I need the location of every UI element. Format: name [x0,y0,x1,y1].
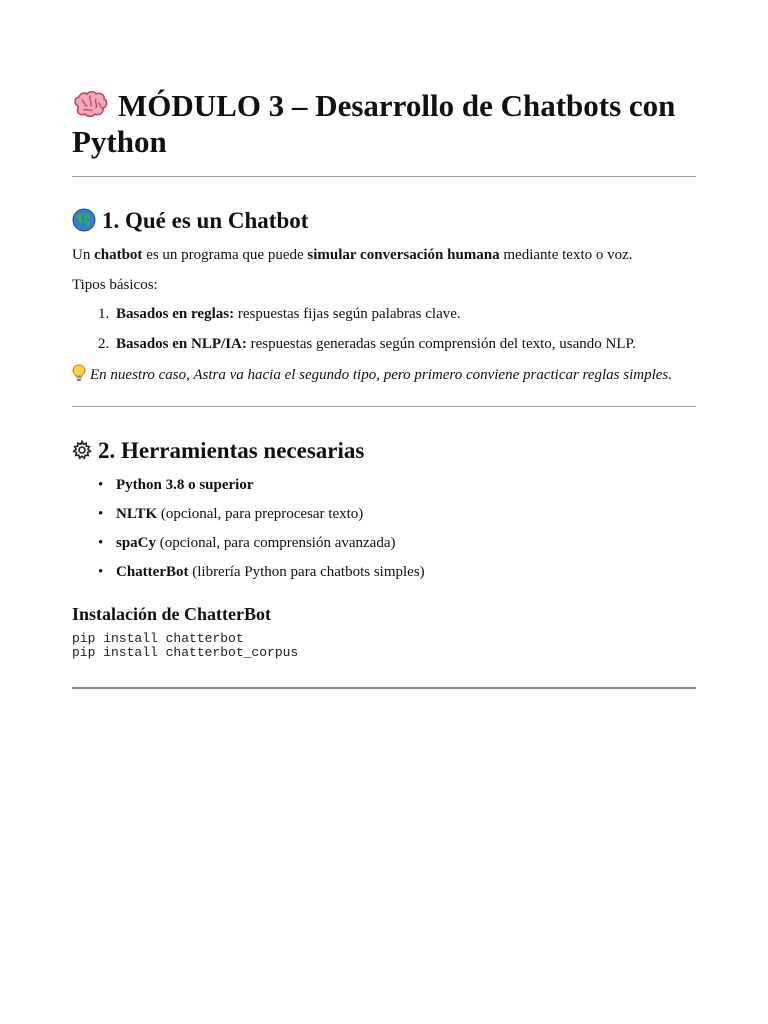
types-label: Tipos básicos: [72,277,158,293]
list-item [72,475,696,495]
list-item [72,504,696,524]
code-line: pip install chatterbot [72,631,244,646]
list-item-text: (opcional, para comprensión avanzada) [156,535,396,551]
intro-text: es un programa que puede [142,247,308,263]
intro-paragraph [72,245,696,265]
list-item [72,533,696,553]
list-item-bold: ChatterBot [116,564,189,580]
list-item-bold: spaCy [116,535,157,551]
intro-bold-term: chatbot [94,247,143,263]
types-list [72,304,696,354]
note-text: En nuestro caso, Astra va hacia el segundo tipo, pero primero conviene practicar reglas simples. [90,367,673,383]
list-item-bold: Basados en reglas: [116,306,235,322]
section-heading [72,207,696,239]
page-title [72,88,696,160]
list-number: 1. [98,306,110,322]
section-heading-text: 2. Herramientas necesarias [98,438,365,463]
list-item [72,334,696,354]
section-what-is-chatbot [72,207,696,388]
lightbulb-icon [72,364,86,388]
intro-text: mediante texto o voz. [499,247,633,263]
list-item [72,562,696,582]
bullet: • [98,506,104,522]
list-item-text: (opcional, para preprocesar texto) [157,506,364,522]
divider [72,176,696,177]
list-item-text: respuestas generadas según comprensión del texto, usando NLP. [246,336,636,352]
code-line: pip install chatterbot_corpus [72,645,299,660]
list-item-text: (librería Python para chatbots simples) [188,564,425,580]
bullet: • [98,564,104,580]
list-item-text: respuestas fijas según palabras clave. [234,306,461,322]
page-title-text: MÓDULO 3 – Desarrollo de Chatbots con Python [72,88,676,159]
list-item-bold: NLTK [116,506,158,522]
section-tools [72,437,696,660]
list-item-bold: Python 3.8 o superior [116,477,254,493]
list-item [72,304,696,324]
note-paragraph [72,364,696,388]
gear-icon [72,439,92,467]
list-number: 2. [98,336,110,352]
section-heading-text: 1. Qué es un Chatbot [102,208,309,233]
intro-text: Un [72,247,95,263]
globe-icon [72,208,96,239]
divider [72,406,696,407]
bullet: • [98,477,104,493]
bullet: • [98,535,104,551]
intro-bold-term: simular conversación humana [307,247,500,263]
code-block [72,632,696,660]
tools-list [72,475,696,582]
list-item-bold: Basados en NLP/IA: [116,336,247,352]
section-heading [72,437,696,467]
subsection-heading: Instalación de ChatterBot [72,604,271,624]
brain-icon [72,90,110,120]
divider [72,687,696,689]
